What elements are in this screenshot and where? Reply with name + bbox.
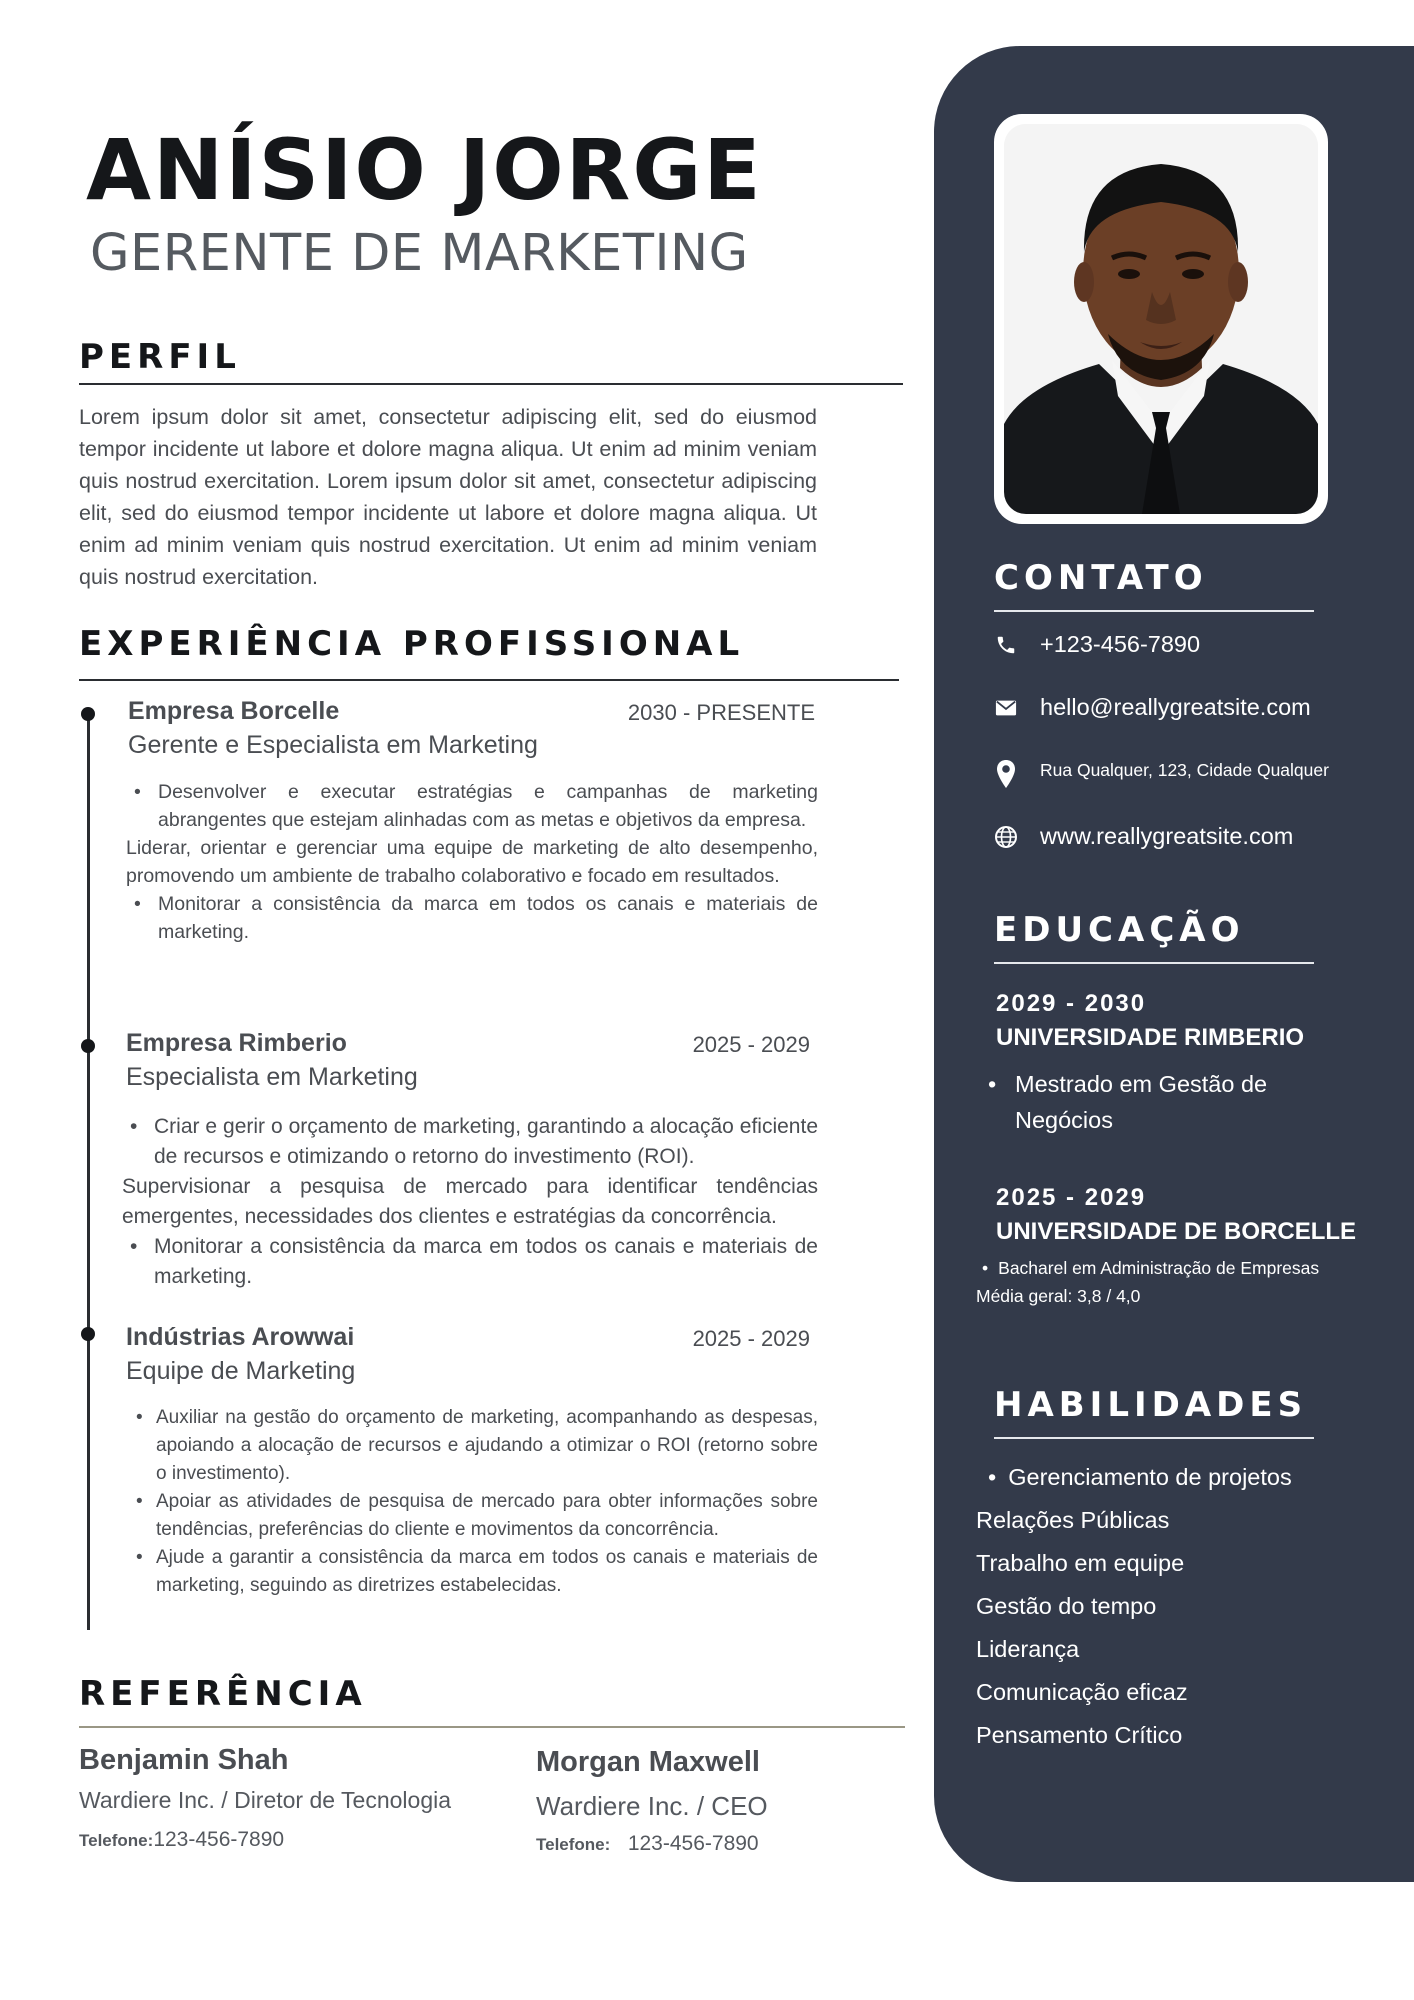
references-heading: REFERÊNCIA: [79, 1674, 367, 1714]
job-bullet: • Monitorar a consistência da marca em todos os canais e materiais de marketing.: [124, 890, 818, 946]
job-description: [120, 1112, 818, 1292]
skill-item: Trabalho em equipe: [976, 1550, 1185, 1576]
reference-name: Morgan Maxwell: [536, 1746, 760, 1778]
timeline-dot: [81, 707, 95, 721]
education-degree: • Mestrado em Gestão de Negócios: [988, 1071, 1268, 1133]
skill-item: Pensamento Crítico: [976, 1722, 1183, 1748]
contact-website-text: www.reallygreatsite.com: [1040, 823, 1294, 849]
skills-heading: HABILIDADES: [994, 1385, 1308, 1425]
profile-text: Lorem ipsum dolor sit amet, consectetur adipiscing elit, sed do eiusmod tempor incidente ut labore et dolore magna aliqua. Ut enim ad minim veniam quis nostrud exercitation. Lorem ipsum dolor sit amet, consectetur adipiscing elit, sed do eiusmod tempor incidente ut labore et dolore magna aliqua. Ut enim ad minim veniam quis nostrud exercitation. Ut enim ad minim veniam quis nostrud exercitation.: [79, 405, 817, 589]
job-description: [126, 1404, 818, 1600]
reference-card: [536, 1746, 768, 1856]
phone-icon: [994, 633, 1018, 657]
job-role: Especialista em Marketing: [126, 1063, 418, 1091]
timeline-dot: [81, 1039, 95, 1053]
skill-item: Comunicação eficaz: [976, 1679, 1188, 1705]
job-date: 2030 - PRESENTE: [627, 700, 815, 725]
job-bullet: • Monitorar a consistência da marca em todos os canais e materiais de marketing.: [120, 1232, 818, 1292]
contact-heading: CONTATO: [994, 558, 1208, 598]
education-divider: [994, 962, 1314, 964]
job-role: Gerente e Especialista em Marketing: [128, 731, 538, 759]
location-pin-icon: [994, 757, 1018, 791]
skill-item: Gestão do tempo: [976, 1593, 1157, 1619]
timeline-line: [87, 712, 90, 1630]
person-portrait-icon: [1004, 124, 1318, 514]
education-degree: • Bacharel em Administração de Empresas: [982, 1258, 1320, 1278]
job-description: [124, 778, 818, 946]
profile-photo: [994, 114, 1328, 524]
education-years: 2025 - 2029: [996, 1184, 1147, 1211]
contact-address: [994, 757, 1329, 791]
skills-list: [976, 1456, 1292, 1757]
timeline-dot: [81, 1327, 95, 1341]
profile-heading: PERFIL: [79, 337, 241, 377]
references-divider: [79, 1726, 905, 1728]
candidate-title: GERENTE DE MARKETING: [90, 224, 749, 283]
job-date: 2025 - 2029: [692, 1326, 810, 1351]
education-heading: EDUCAÇÃO: [994, 910, 1245, 950]
profile-divider: [79, 383, 903, 385]
reference-phone-label: Telefone:: [79, 1831, 154, 1850]
contact-website[interactable]: [994, 823, 1293, 850]
contact-phone[interactable]: [994, 631, 1200, 658]
skill-item: Liderança: [976, 1636, 1080, 1662]
skill-item: Relações Públicas: [976, 1507, 1170, 1533]
contact-divider: [994, 610, 1314, 612]
education-school: UNIVERSIDADE RIMBERIO: [996, 1024, 1305, 1051]
job-bullet: • Auxiliar na gestão do orçamento de marketing, acompanhando as despesas, apoiando a alocação de recursos e ajudando a otimizar o ROI (retorno sobre o investimento).: [126, 1404, 818, 1488]
job-role: Equipe de Marketing: [126, 1357, 356, 1385]
education-degree-text: Bacharel em Administração de Empresas: [998, 1258, 1320, 1278]
job-bullet: • Desenvolver e executar estratégias e campanhas de marketing abrangentes que estejam alinhadas com as metas e objetivos da empresa.: [124, 778, 818, 834]
education-gpa: Média geral: 3,8 / 4,0: [976, 1286, 1141, 1306]
job-entry: [122, 1026, 818, 1292]
contact-address-text: Rua Qualquer, 123, Cidade Qualquer: [1040, 759, 1329, 780]
education-degree-text: Mestrado em Gestão de Negócios: [1015, 1071, 1268, 1133]
reference-phone: [536, 1832, 768, 1856]
reference-phone-label: Telefone:: [536, 1835, 611, 1854]
reference-company: Wardiere Inc. / CEO: [536, 1791, 768, 1821]
experience-heading: EXPERIÊNCIA PROFISSIONAL: [79, 624, 745, 664]
job-paragraph: Liderar, orientar e gerenciar uma equipe de marketing de alto desempenho, promovendo um ambiente de trabalho colaborativo e focado em resultados.: [126, 837, 818, 887]
education-school: UNIVERSIDADE DE BORCELLE: [996, 1218, 1357, 1245]
reference-card: [79, 1744, 451, 1852]
reference-phone: [79, 1828, 451, 1852]
contact-email[interactable]: [994, 694, 1311, 721]
reference-name: Benjamin Shah: [79, 1744, 289, 1776]
candidate-name: ANÍSIO JORGE: [86, 121, 763, 219]
job-bullet: • Ajude a garantir a consistência da marca em todos os canais e materiais de marketing, seguindo as diretrizes estabelecidas.: [126, 1544, 818, 1600]
skills-divider: [994, 1437, 1314, 1439]
reference-company: Wardiere Inc. / Diretor de Tecnologia: [79, 1787, 452, 1813]
contact-phone-text: +123-456-7890: [1040, 631, 1201, 657]
reference-phone-number: 123-456-7890: [153, 1828, 285, 1851]
job-paragraph: Supervisionar a pesquisa de mercado para identificar tendências emergentes, necessidades dos clientes e estratégias da concorrência.: [122, 1175, 818, 1228]
skill-item: • Gerenciamento de projetos: [988, 1464, 1292, 1490]
education-years: 2029 - 2030: [996, 990, 1147, 1017]
job-bullet: • Criar e gerir o orçamento de marketing, garantindo a alocação eficiente de recursos e otimizando o retorno do investimento (ROI).: [120, 1112, 818, 1172]
reference-phone-number: 123-456-7890: [627, 1832, 759, 1855]
contact-email-text: hello@reallygreatsite.com: [1040, 694, 1311, 720]
job-company: Indústrias Arowwai: [126, 1323, 355, 1351]
experience-divider: [79, 679, 899, 681]
job-company: Empresa Rimberio: [126, 1029, 347, 1057]
globe-icon: [994, 825, 1018, 849]
job-date: 2025 - 2029: [692, 1032, 810, 1057]
job-entry: [128, 694, 818, 946]
job-company: Empresa Borcelle: [128, 697, 340, 725]
job-entry: [126, 1320, 818, 1600]
mail-icon: [994, 696, 1018, 720]
job-bullet: • Apoiar as atividades de pesquisa de mercado para obter informações sobre tendências, preferências do cliente e movimentos da concorrência.: [126, 1488, 818, 1544]
